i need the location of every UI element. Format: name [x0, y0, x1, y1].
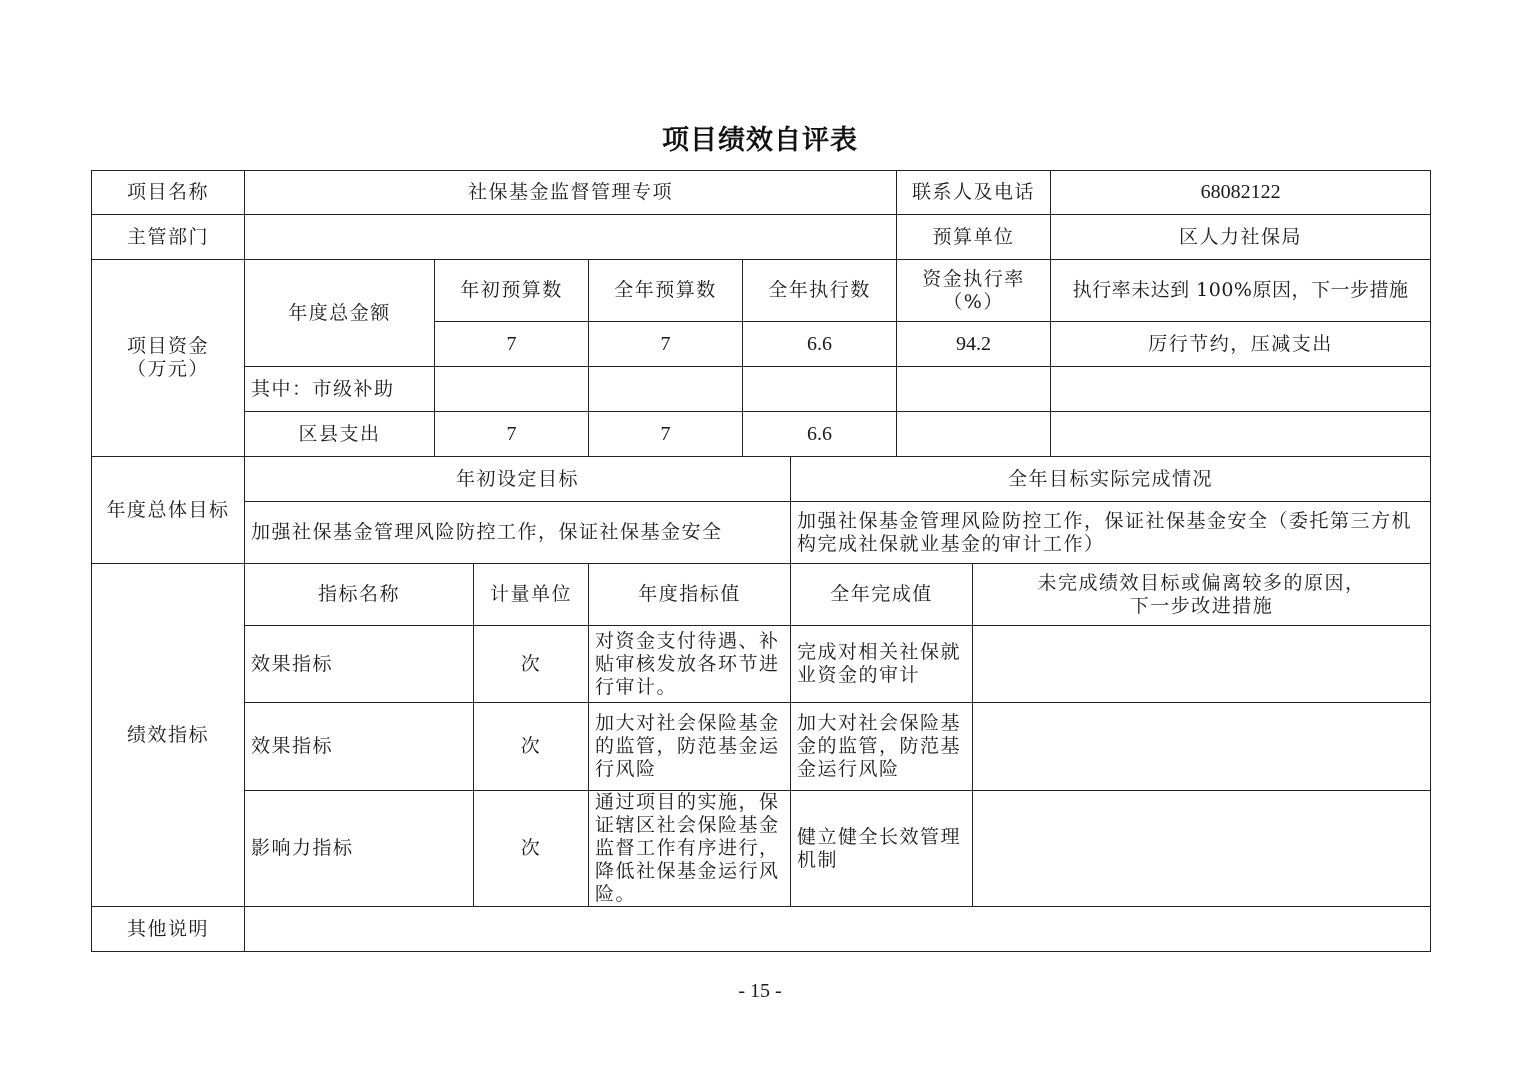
dept-label: 主管部门: [92, 215, 245, 260]
total-reason: 厉行节约，压减支出: [1051, 322, 1431, 367]
indicator-actual-header: 全年完成值: [791, 564, 973, 626]
performance-table: [91, 170, 1431, 952]
table-row: [92, 791, 1431, 907]
goals-actual-header: 全年目标实际完成情况: [791, 457, 1431, 502]
total-rate: 94.2: [897, 322, 1051, 367]
indicator-target: 通过项目的实施，保证辖区社会保险基金监督工作有序进行，降低社保基金运行风险。: [589, 791, 791, 907]
other-notes-value: [245, 907, 1431, 952]
goals-actual-text: 加强社保基金管理风险防控工作，保证社保基金安全（委托第三方机构完成社保就业基金的审计工作）: [791, 502, 1431, 564]
district-rate: [897, 412, 1051, 457]
dept-value: [245, 215, 897, 260]
other-notes-label: 其他说明: [92, 907, 245, 952]
city-rate: [897, 367, 1051, 412]
total-initial: 7: [435, 322, 589, 367]
indicator-reason: [973, 703, 1431, 791]
table-row: [92, 626, 1431, 703]
table-row: [92, 703, 1431, 791]
district-executed: 6.6: [743, 412, 897, 457]
annual-total-label: 年度总金额: [245, 260, 435, 367]
indicator-reason-header: 未完成绩效目标或偏离较多的原因， 下一步改进措施: [973, 564, 1431, 626]
budget-unit-label: 预算单位: [897, 215, 1051, 260]
indicator-target-header: 年度指标值: [589, 564, 791, 626]
contact-label: 联系人及电话: [897, 171, 1051, 215]
col-executed: 全年执行数: [743, 260, 897, 322]
indicator-name: 影响力指标: [245, 791, 474, 907]
district-reason: [1051, 412, 1431, 457]
project-name-value: 社保基金监督管理专项: [245, 171, 897, 215]
indicator-unit: 次: [474, 791, 589, 907]
total-full-year: 7: [589, 322, 743, 367]
indicator-name-header: 指标名称: [245, 564, 474, 626]
indicator-reason: [973, 791, 1431, 907]
city-executed: [743, 367, 897, 412]
col-initial-budget: 年初预算数: [435, 260, 589, 322]
indicators-label: 绩效指标: [92, 564, 245, 907]
indicator-target: 对资金支付待遇、补贴审核发放各环节进行审计。: [589, 626, 791, 703]
col-execution-rate: 资金执行率 （%）: [897, 260, 1051, 322]
indicator-name: 效果指标: [245, 626, 474, 703]
indicator-name: 效果指标: [245, 703, 474, 791]
indicator-unit: 次: [474, 626, 589, 703]
project-name-label: 项目名称: [92, 171, 245, 215]
goals-initial-text: 加强社保基金管理风险防控工作，保证社保基金安全: [245, 502, 791, 564]
total-executed: 6.6: [743, 322, 897, 367]
contact-value: 68082122: [1051, 171, 1431, 215]
funds-label: 项目资金 （万元）: [92, 260, 245, 457]
city-subsidy-label: 其中：市级补助: [245, 367, 435, 412]
district-label: 区县支出: [245, 412, 435, 457]
indicator-actual: 健立健全长效管理机制: [791, 791, 973, 907]
goals-label: 年度总体目标: [92, 457, 245, 564]
indicator-actual: 完成对相关社保就业资金的审计: [791, 626, 973, 703]
indicator-unit: 次: [474, 703, 589, 791]
indicator-target: 加大对社会保险基金的监管，防范基金运行风险: [589, 703, 791, 791]
city-full-year: [589, 367, 743, 412]
city-reason: [1051, 367, 1431, 412]
page-title: 项目绩效自评表: [662, 125, 858, 156]
goals-initial-header: 年初设定目标: [245, 457, 791, 502]
col-full-year-budget: 全年预算数: [589, 260, 743, 322]
city-initial: [435, 367, 589, 412]
page-number: - 15 -: [738, 980, 782, 1002]
indicator-unit-header: 计量单位: [474, 564, 589, 626]
indicator-actual: 加大对社会保险基金的监管，防范基金运行风险: [791, 703, 973, 791]
district-full-year: 7: [589, 412, 743, 457]
district-initial: 7: [435, 412, 589, 457]
indicator-reason: [973, 626, 1431, 703]
budget-unit-value: 区人力社保局: [1051, 215, 1431, 260]
col-reason: 执行率未达到 100%原因，下一步措施: [1051, 260, 1431, 322]
